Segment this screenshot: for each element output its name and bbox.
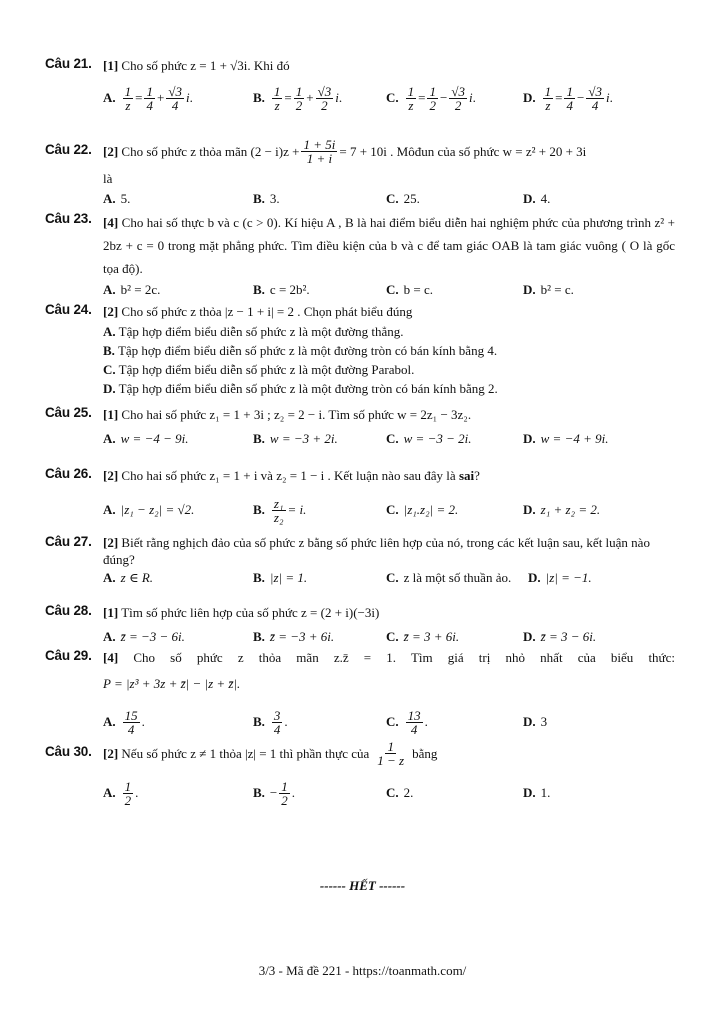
option-b: B. 3. xyxy=(253,191,280,206)
question-text: [1] Cho số phức z = 1 + √3i. Khi đó xyxy=(103,58,290,73)
question-21 xyxy=(45,56,675,114)
option-c: C. 25. xyxy=(386,191,420,206)
question-text: [1] Cho hai số phức z₁ = 1 + 3i ; z₂ = 2 − i. Tìm số phức w = 2z₁ − 3z₂. xyxy=(103,407,472,422)
question-number: Câu 26. xyxy=(45,466,92,481)
options xyxy=(103,429,675,449)
option-d: D. w = −4 + 9i. xyxy=(523,431,609,446)
options xyxy=(103,777,675,809)
option-a: A. 5. xyxy=(103,191,131,206)
question-number: Câu 24. xyxy=(45,302,92,317)
question-number: Câu 22. xyxy=(45,142,92,157)
option-c: C. w = −3 − 2i. xyxy=(386,431,472,446)
question-23 xyxy=(45,211,675,300)
option-a: A. Tập hợp điểm biểu diễn số phức z là một đường thẳng. xyxy=(103,324,404,339)
option-d: D. $\frac{1}{z}$ = $\frac{1}{4}$ − $\frac{√3}{4}$ i . xyxy=(523,83,613,113)
option-c: C. b = c. xyxy=(386,282,433,297)
question-number: Câu 27. xyxy=(45,534,92,549)
option-b: B. |z| = 1. xyxy=(253,570,308,585)
option-c: C. z là một số thuần ảo. xyxy=(386,570,512,585)
question-text: [2] Nếu số phức z ≠ 1 thỏa |z| = 1 thì phần thực của $\frac{1}{1 - z}$ bằng xyxy=(103,739,438,768)
question-expression: P = |z³ + 3z + z̄| − |z + z̄|. xyxy=(103,676,241,691)
options xyxy=(103,568,675,588)
question-28 xyxy=(45,603,675,647)
option-b: B. $\frac{1}{z}$ = $\frac{1}{2}$ + $\frac{√3}{2}$ i . xyxy=(253,83,343,113)
option-d: D. z₁ + z₂ = 2. xyxy=(523,502,601,517)
question-number: Câu 29. xyxy=(45,648,92,663)
option-d: D. Tập hợp điểm biểu diễn số phức z là một đường tròn có bán kính bằng 2. xyxy=(103,381,498,396)
options xyxy=(103,280,675,300)
option-b: B. $\frac{3}{4}$ . xyxy=(253,707,288,737)
options xyxy=(103,494,675,526)
option-d: D. b² = c. xyxy=(523,282,574,297)
option-b: B. $\frac{\text{z₁}}{\text{z₂}}$ = i. xyxy=(253,495,307,525)
question-text: [1] Tìm số phức liên hợp của số phức z = (2 + i)(−3i) xyxy=(103,605,380,620)
option-a: A. $\frac{1}{2}$ . xyxy=(103,778,139,808)
question-text: [2] Cho số phức z thỏa mãn (2 − i)z + $\frac{1 + 5i}{1 + i}$ = 7 + 10i . Môđun của số phức w = z² + 20 + 3i xyxy=(103,137,587,166)
question-25 xyxy=(45,405,675,449)
question-22 xyxy=(45,138,675,209)
option-b: B. Tập hợp điểm biểu diễn số phức z là một đường tròn có bán kính bằng 4. xyxy=(103,343,498,358)
question-text: [2] Cho hai số phức z₁ = 1 + i và z₂ = 1 − i . Kết luận nào sau đây là sai? xyxy=(103,468,480,483)
option-b: B. − $\frac{1}{2}$ . xyxy=(253,778,296,808)
question-number: Câu 21. xyxy=(45,56,92,71)
statements xyxy=(103,322,675,398)
question-text: [2] Biết rằng nghịch đảo của số phức z bằng số phức liên hợp của nó, trong các kết luận sau, kết luận nào đúng? xyxy=(103,535,650,567)
option-d: D. 3 xyxy=(523,714,548,729)
question-number: Câu 25. xyxy=(45,405,92,420)
option-c: C. z̄ = 3 + 6i. xyxy=(386,629,460,644)
question-26 xyxy=(45,466,675,526)
question-number: Câu 23. xyxy=(45,211,92,226)
question-text: [4] Cho hai số thực b và c (c > 0). Kí hiệu A , B là hai điểm biểu diễn hai nghiệm phức của phương trình z² + 2bz + c = 0 trong mặt phẳng phức. Tìm điều kiện của b và c để tam giác OAB là tam giác vuông ( O là gốc tọa độ). xyxy=(103,215,676,276)
option-d: D. 4. xyxy=(523,191,551,206)
option-a: A. w = −4 − 9i. xyxy=(103,431,189,446)
option-d: D. 1. xyxy=(523,785,551,800)
option-c: C. 2. xyxy=(386,785,414,800)
option-a: A. b² = 2c. xyxy=(103,282,161,297)
option-b: B. c = 2b². xyxy=(253,282,310,297)
options xyxy=(103,706,675,738)
option-a: A. |z₁ − z₂| = √2. xyxy=(103,502,195,517)
question-27 xyxy=(45,534,675,588)
option-c: C. $\frac{13}{4}$ . xyxy=(386,707,428,737)
option-a: A. $\frac{15}{4}$ . xyxy=(103,707,145,737)
options xyxy=(103,189,675,209)
question-number: Câu 30. xyxy=(45,744,92,759)
option-d: D. |z| = −1. xyxy=(528,570,592,585)
option-c: C. $\frac{1}{z}$ = $\frac{1}{2}$ − $\frac{√3}{2}$ i . xyxy=(386,83,476,113)
option-d: D. z̄ = 3 − 6i. xyxy=(523,629,597,644)
end-mark: ------ HẾT ------ xyxy=(319,878,406,893)
question-text-cont: là xyxy=(103,171,113,186)
options xyxy=(103,82,675,114)
option-a: A. z̄ = −3 − 6i. xyxy=(103,629,185,644)
option-a: A. $\frac{1}{z}$ = $\frac{1}{4}$ + $\frac{√3}{4}$ i . xyxy=(103,83,193,113)
options xyxy=(103,627,675,647)
question-text: [2] Cho số phức z thỏa |z − 1 + i| = 2 . Chọn phát biểu đúng xyxy=(103,304,413,319)
option-c: C. Tập hợp điểm biểu diễn số phức z là một đường Parabol. xyxy=(103,362,415,377)
question-text: [4] Cho số phức z thỏa mãn z.z̄ = 1. Tìm giá trị nhỏ nhất của biểu thức: xyxy=(103,650,675,665)
question-24 xyxy=(45,302,675,398)
option-c: C. |z₁.z₂| = 2. xyxy=(386,502,459,517)
option-b: B. z̄ = −3 + 6i. xyxy=(253,629,335,644)
question-29 xyxy=(45,648,675,738)
question-number: Câu 28. xyxy=(45,603,92,618)
option-b: B. w = −3 + 2i. xyxy=(253,431,338,446)
question-30 xyxy=(45,740,675,809)
option-a: A. z ∈ R. xyxy=(103,570,154,585)
page-footer: 3/3 - Mã đề 221 - https://toanmath.com/ xyxy=(258,963,467,978)
